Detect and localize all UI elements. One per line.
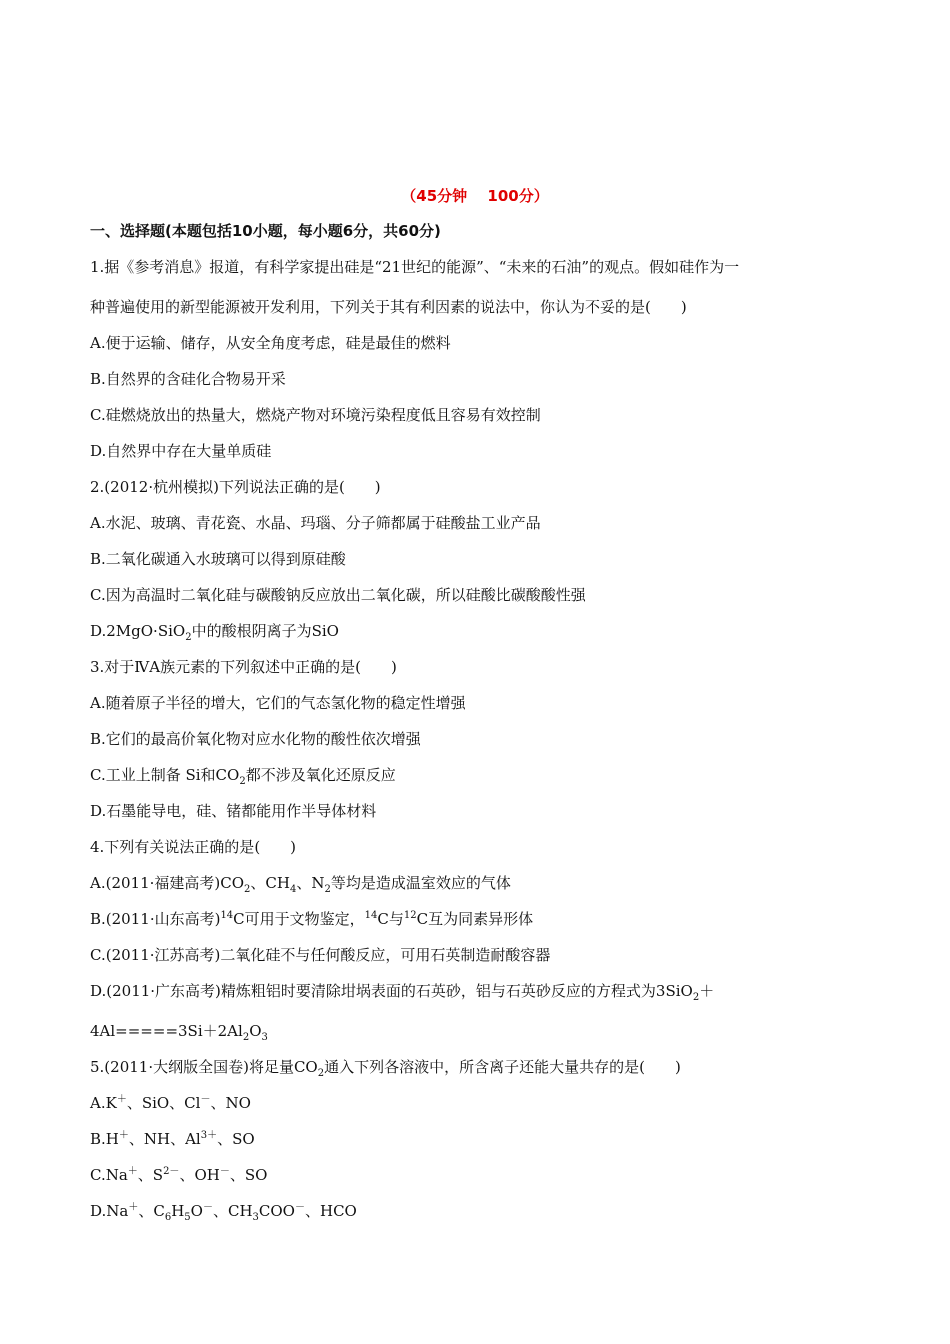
q1-option-b: B.自然界的含硅化合物易开采 [90, 370, 286, 388]
q4-option-b: B.(2011·山东高考)$^{14}$C可用于文物鉴定，$^{14}$C与$^{12}$C互为同素异形体 [90, 910, 534, 928]
q3-stem: 3.对于ⅣA族元素的下列叙述中正确的是( ) [90, 658, 397, 676]
q4-option-c: C.(2011·江苏高考)二氧化硅不与任何酸反应，可用石英制造耐酸容器 [90, 946, 551, 964]
q3-option-c: C.工业上制备 Si和$CO_2$都不涉及氧化还原反应 [90, 766, 396, 787]
q1-option-c: C.硅燃烧放出的热量大，燃烧产物对环境污染程度低且容易有效控制 [90, 406, 541, 424]
q1-option-d: D.自然界中存在大量单质硅 [90, 442, 272, 460]
q5-option-d: D.Na＋、$C_6H_5O^-$、$CH_3COO^-$、HCO [90, 1202, 357, 1223]
q3-option-a: A.随着原子半径的增大，它们的气态氢化物的稳定性增强 [90, 694, 466, 712]
q1-stem-line2: 种普遍使用的新型能源被开发利用，下列关于其有利因素的说法中，你认为不妥的是( ) [90, 298, 687, 316]
q1-stem-line1: 1.据《参考消息》报道，有科学家提出硅是“21世纪的能源”、“未来的石油”的观点。假如硅作为一 [90, 258, 740, 276]
q4-option-d-line1: D.(2011·广东高考)精炼粗铝时要清除坩埚表面的石英砂，铝与石英砂反应的方程式为3SiO$_2$＋ [90, 982, 715, 1003]
q1-option-a: A.便于运输、储存，从安全角度考虑，硅是最佳的燃料 [90, 334, 451, 352]
q5-option-a: A.K＋、SiO、Cl－、NO [90, 1094, 251, 1112]
q2-option-b: B.二氧化碳通入水玻璃可以得到原硅酸 [90, 550, 346, 568]
q5-option-c: C.Na＋、$S^{2-}$、OH－、SO [90, 1166, 268, 1184]
time-score-header: （45分钟 100分） [401, 187, 549, 205]
q4-option-d-line2: $4Al=====3Si+2Al_2O_3$ [90, 1022, 268, 1043]
q3-option-d: D.石墨能导电，硅、锗都能用作半导体材料 [90, 802, 377, 820]
section-title: 一、选择题(本题包括10小题，每小题6分，共60分) [90, 222, 441, 240]
q4-option-a: A.(2011·福建高考)$CO_2$、$CH_4$、$N_2$等均是造成温室效应的气体 [90, 874, 511, 895]
q3-option-b: B.它们的最高价氧化物对应水化物的酸性依次增强 [90, 730, 421, 748]
q5-stem: 5.(2011·大纲版全国卷)将足量$CO_2$通入下列各溶液中，所含离子还能大量共存的是( ) [90, 1058, 681, 1079]
q5-option-b: B.H＋、NH、$Al^{3+}$、SO [90, 1130, 255, 1148]
q2-option-c: C.因为高温时二氧化硅与碳酸钠反应放出二氧化碳，所以硅酸比碳酸酸性强 [90, 586, 586, 604]
q2-option-d: D.2MgO·SiO$_2$中的酸根阴离子为SiO [90, 622, 339, 643]
q4-stem: 4.下列有关说法正确的是( ) [90, 838, 297, 856]
q2-option-a: A.水泥、玻璃、青花瓷、水晶、玛瑙、分子筛都属于硅酸盐工业产品 [90, 514, 541, 532]
q2-stem: 2.(2012·杭州模拟)下列说法正确的是( ) [90, 478, 381, 496]
